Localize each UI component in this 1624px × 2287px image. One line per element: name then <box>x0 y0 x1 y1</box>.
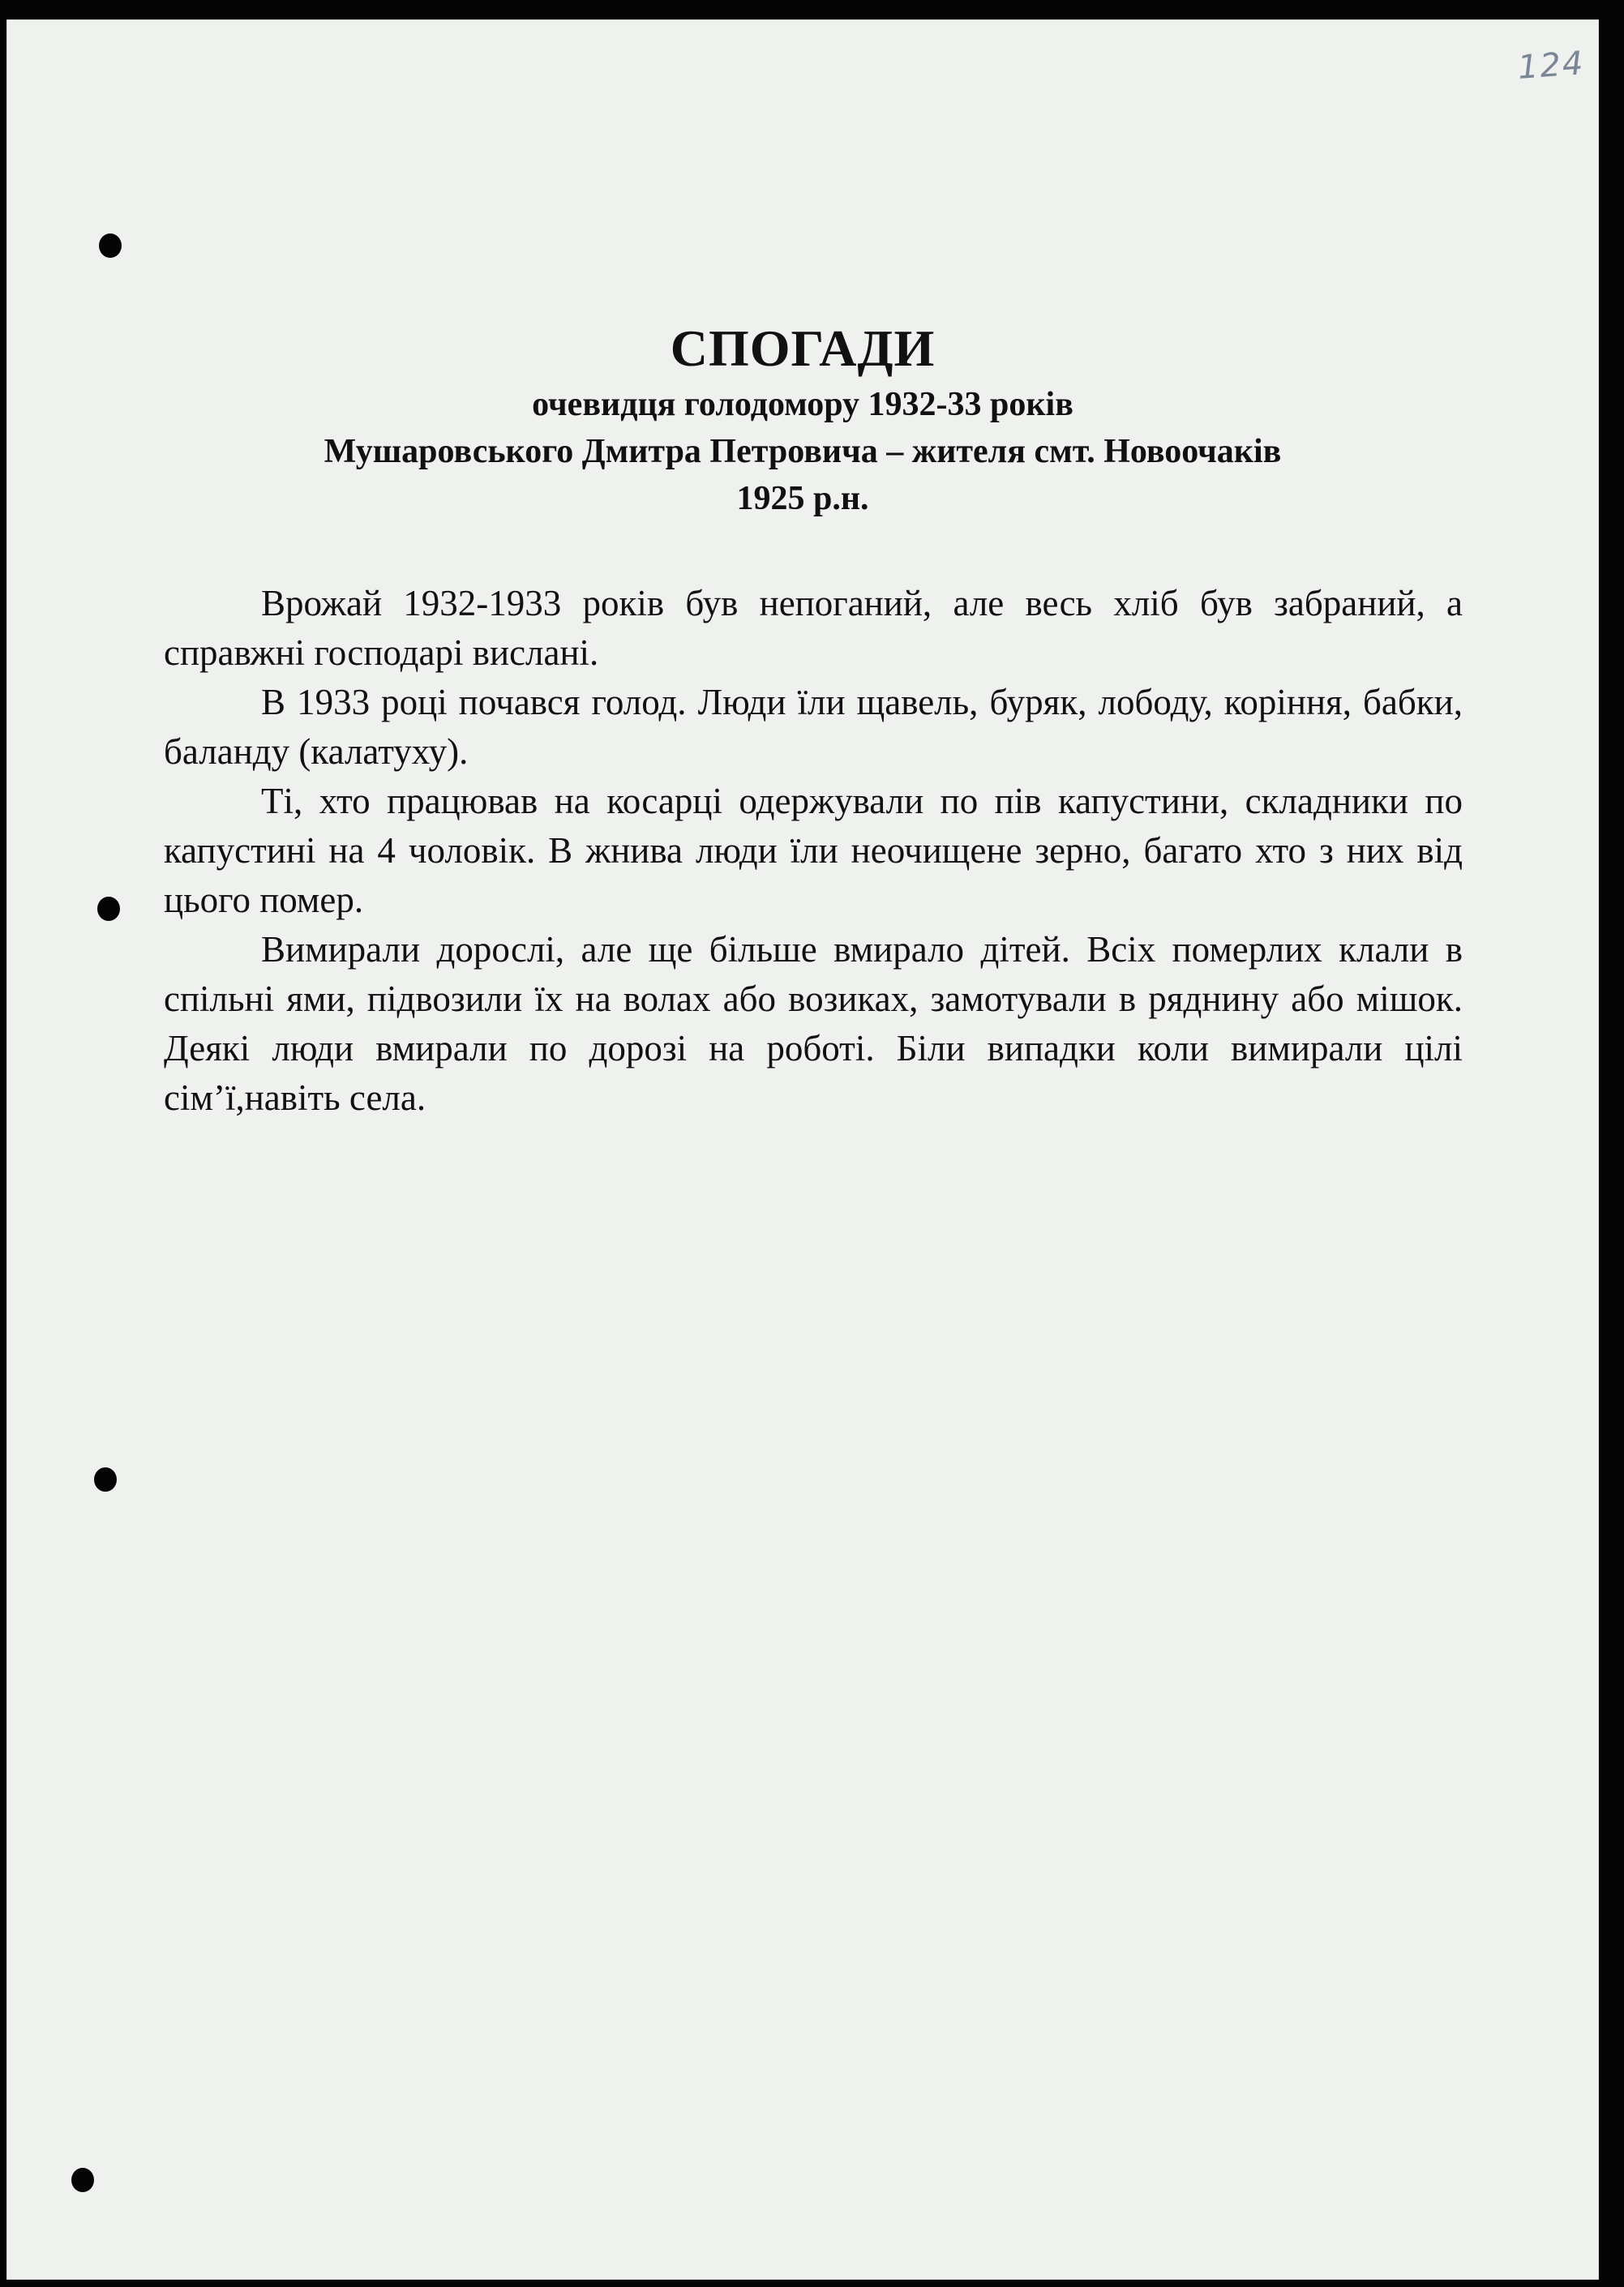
document-page <box>6 19 1599 2280</box>
subtitle-line-1: очевидця голодомору 1932-33 років <box>532 386 1073 423</box>
paragraph-1: Врожай 1932-1933 років був непоганий, але весь хліб був забраний, а справжні господарі вислані. <box>164 583 1463 673</box>
paragraph-3: Ті, хто працював на косарці одержували по пів капустини, складники по капустині на 4 чоловік. В жнива люди їли неочищене зерно, багато хто з них від цього помер. <box>164 781 1463 920</box>
punch-hole <box>71 2168 94 2192</box>
punch-hole <box>97 897 120 921</box>
subtitle-line-3: 1925 р.н. <box>736 480 869 517</box>
document-title: СПОГАДИ <box>670 319 936 377</box>
document-body <box>164 579 1463 1123</box>
subtitle-line-2: Мушаровського Дмитра Петровича – жителя смт. Новоочаків <box>324 433 1282 470</box>
paragraph-4: Вимирали дорослі, але ще більше вмирало дітей. Всіх померлих клали в спільні ями, підвозили їх на волах або возиках, замотували в ряднину або мішок. Деякі люди вмирали по дорозі на роботі. Біли випадки коли вимирали цілі сім’ї,навіть села. <box>164 929 1463 1118</box>
document-header <box>6 316 1599 522</box>
punch-hole <box>99 233 122 258</box>
punch-hole <box>94 1467 117 1492</box>
paragraph-2: В 1933 році почався голод. Люди їли щавель, буряк, лободу, коріння, бабки, баланду (калатуху). <box>164 682 1463 772</box>
page-number: 124 <box>1516 45 1586 87</box>
